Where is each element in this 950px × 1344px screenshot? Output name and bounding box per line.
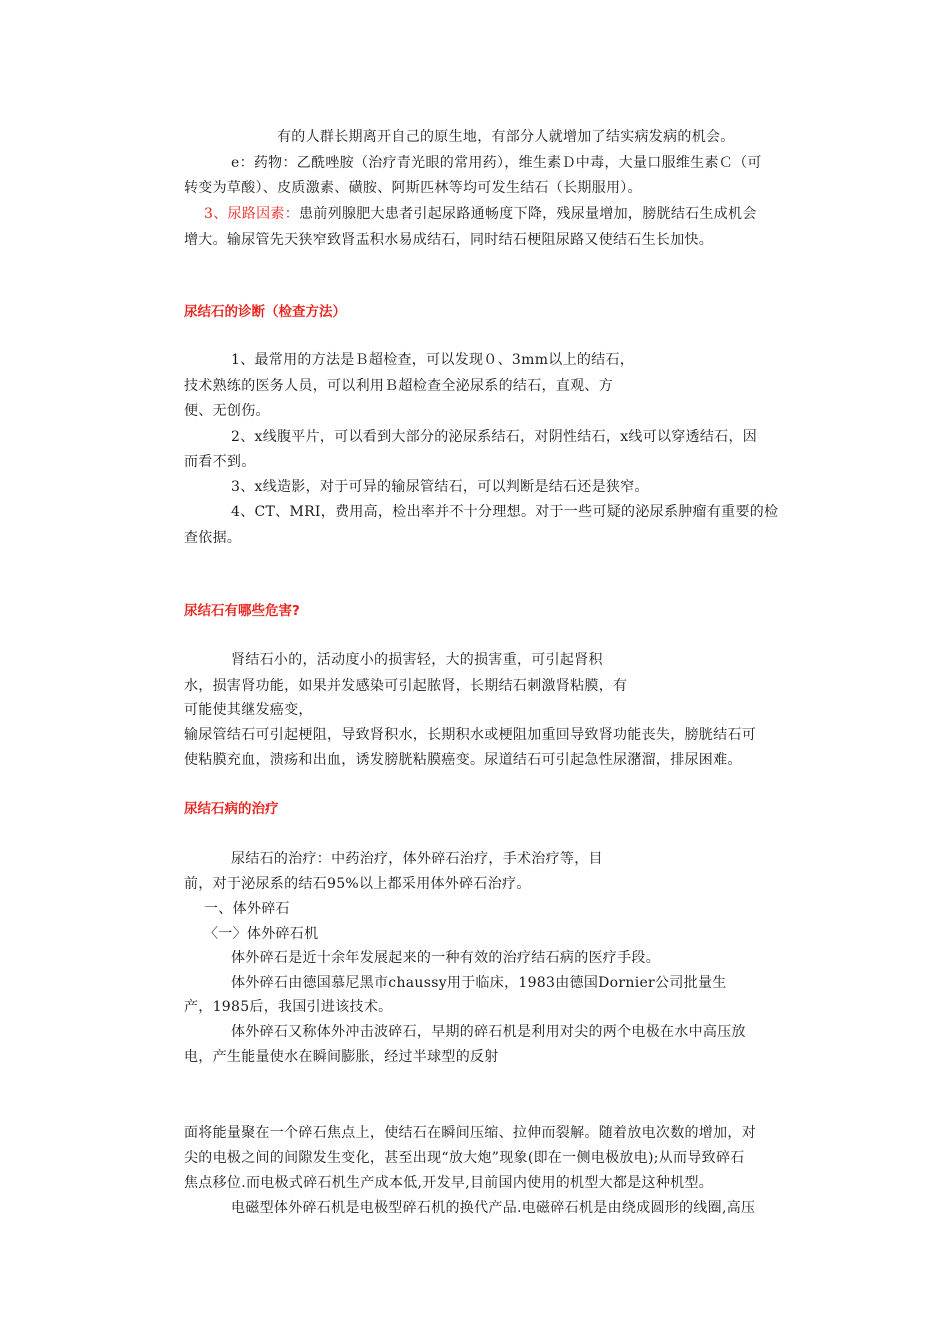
paragraph-line: 体外碎石又称体外冲击波碎石，早期的碎石机是利用对尖的两个电极在水中高压放 [231,1024,746,1040]
paragraph-line: 〈一〉体外碎石机 [204,926,319,942]
paragraph-line: 尿结石的治疗：中药治疗，体外碎石治疗，手术治疗等，目 [231,851,603,867]
paragraph-line: e：药物：乙酰唑胺（治疗青光眼的常用药），维生素Ｄ中毒，大量口服维生素Ｃ（可 [231,155,762,171]
section-heading-harm: 尿结石有哪些危害? [184,603,300,619]
paragraph-line: 水，损害肾功能，如果并发感染可引起脓肾，长期结石刺激肾粘膜，有 [184,678,628,694]
paragraph-line: 面将能量聚在一个碎石焦点上，使结石在瞬间压缩、拉伸而裂解。随着放电次数的增加，对 [184,1125,756,1141]
paragraph-line: 转变为草酸）、皮质激素、磺胺、阿斯匹林等均可发生结石（长期服用）。 [184,180,642,196]
paragraph-line: 焦点移位.而电极式碎石机生产成本低,开发早,目前国内使用的机型大都是这种机型。 [184,1175,714,1191]
paragraph-line: 电磁型体外碎石机是电极型碎石机的换代产品.电磁碎石机是由绕成圆形的线圈,高压 [231,1200,756,1216]
paragraph-line: 可能使其继发癌变， [184,702,313,718]
section-heading-diagnosis: 尿结石的诊断（检查方法） [184,304,346,320]
paragraph-line: 电，产生能量使水在瞬间膨胀，经过半球型的反射 [184,1049,499,1065]
paragraph-line: 1、最常用的方法是Ｂ超检查，可以发现０、3mm以上的结石， [231,352,635,368]
paragraph-line: 体外碎石是近十余年发展起来的一种有效的治疗结石病的医疗手段。 [231,950,660,966]
paragraph-line: 有的人群长期离开自己的原生地，有部分人就增加了结实病发病的机会。 [277,129,735,145]
paragraph-line: 一、体外碎石 [204,901,290,917]
paragraph-line: 而看不到。 [184,454,256,470]
paragraph-line: 3、x线造影，对于可异的输尿管结石，可以判断是结石还是狭窄。 [231,479,649,495]
paragraph-line: 肾结石小的，活动度小的损害轻，大的损害重，可引起肾积 [231,652,603,668]
paragraph-line: 尖的电极之间的间隙发生变化，甚至出现“放大炮”现象(即在一侧电极放电);从而导致碎石 [184,1150,745,1166]
paragraph-line: 前，对于泌尿系的结石95%以上都采用体外碎石治疗。 [184,876,531,892]
cause-text: 患前列腺肥大患者引起尿路通畅度下降，残尿量增加，膀胱结石生成机会 [299,206,757,222]
paragraph-line: 增大。输尿管先天狭窄致肾盂积水易成结石，同时结石梗阻尿路又使结石生长加快。 [184,232,714,248]
paragraph-line: 使粘膜充血，溃疡和出血，诱发膀胱粘膜癌变。尿道结石可引起急性尿潴溜，排尿困难。 [184,752,742,768]
paragraph-line: 查依据。 [184,530,242,546]
paragraph-line: 便、无创伤。 [184,403,270,419]
paragraph-line: 产，1985后，我国引进该技术。 [184,999,393,1015]
paragraph-line: 输尿管结石可引起梗阻，导致肾积水，长期积水或梗阻加重回导致肾功能丧失，膀胱结石可 [184,727,756,743]
paragraph-line [204,204,757,224]
paragraph-line: 4、CT、MRI，费用高，检出率并不十分理想。对于一些可疑的泌尿系肿瘤有重要的检 [231,504,779,520]
cause-label: 3、尿路因素： [204,206,300,222]
paragraph-line: 体外碎石由德国慕尼黑市chaussy用于临床，1983由德国Dornier公司批量生 [231,975,727,991]
paragraph-line: 2、x线腹平片，可以看到大部分的泌尿系结石，对阴性结石，x线可以穿透结石，因 [231,429,758,445]
paragraph-line: 技术熟练的医务人员，可以利用Ｂ超检查全泌尿系的结石，直观、方 [184,378,613,394]
section-heading-treatment: 尿结石病的治疗 [184,801,279,817]
